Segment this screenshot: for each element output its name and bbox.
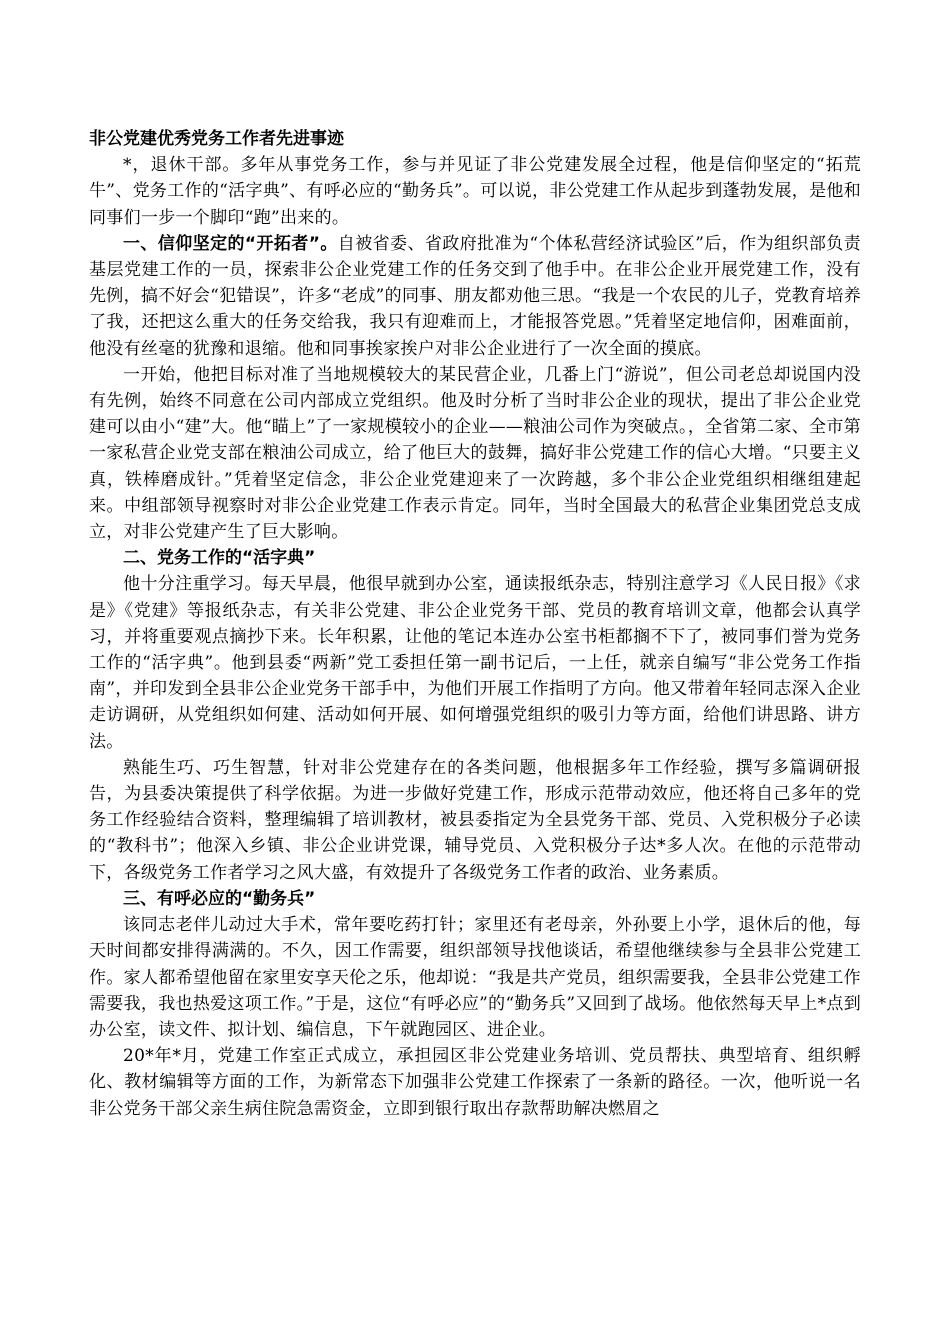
- section3-heading: 三、有呼必应的“勤务兵”: [123, 888, 316, 909]
- intro-paragraph: *，退休干部。多年从事党务工作，参与并见证了非公党建发展全过程，他是信仰坚定的“拓荒牛”、党务工作的“活字典”、有呼必应的“勤务兵”。可以说，非公党建工作从起步到蓬勃发展，是他和同事们一步一个脚印“跑”出来的。: [89, 155, 861, 228]
- section2-heading: 二、党务工作的“活字典”: [123, 548, 316, 569]
- document-title: 非公党建优秀党务工作者先进事迹: [89, 129, 344, 149]
- document-page: [89, 126, 861, 1122]
- section2-heading-line: [89, 545, 861, 571]
- section2-paragraph-2: 熟能生巧、巧生智慧，针对非公党建存在的各类问题，他根据多年工作经验，撰写多篇调研报告，为县委决策提供了科学依据。为进一步做好党建工作，形成示范带动效应，他还将自己多年的党务工作经验结合资料，整理编辑了培训教材，被县委指定为全县党务干部、党员、入党积极分子必读的“教科书”；他深入乡镇、非公企业讲党课，辅导党员、入党积极分子达*多人次。在他的示范带动下，各级党务工作者学习之风大盛，有效提升了各级党务工作者的政治、业务素质。: [89, 757, 861, 883]
- section3-paragraph-2: 20*年*月，党建工作室正式成立，承担园区非公党建业务培训、党员帮扶、典型培育、组织孵化、教材编辑等方面的工作，为新常态下加强非公党建工作探索了一条新的路径。一次，他听说一名非公党务干部父亲生病住院急需资金，立即到银行取出存款帮助解决燃眉之: [89, 1046, 861, 1119]
- section1-heading: 一、信仰坚定的“开拓者”。: [123, 233, 338, 254]
- section2-paragraph-1: 他十分注重学习。每天早晨，他很早就到办公室，通读报纸杂志，特别注意学习《人民日报》《求是》《党建》等报纸杂志，有关非公党建、非公企业党务干部、党员的教育培训文章，他都会认真学习，并将重要观点摘抄下来。长年积累，让他的笔记本连办公室书柜都搁不下了，被同事们誉为党务工作的“活字典”。他到县委“两新”党工委担任第一副书记后，一上任，就亲自编写“非公党务工作指南”，并印发到全县非公企业党务干部手中，为他们开展工作指明了方向。他又带着年轻同志深入企业走访调研，从党组织如何建、活动如何开展、如何增强党组织的吸引力等方面，给他们讲思路、讲方法。: [89, 574, 861, 752]
- section3-heading-line: [89, 886, 861, 912]
- section3-paragraph-1: 该同志老伴儿动过大手术，常年要吃药打针；家里还有老母亲，外孙要上小学，退休后的他，每天时间都安排得满满的。不久，因工作需要，组织部领导找他谈话，希望他继续参与全县非公党建工作。家人都希望他留在家里安享天伦之乐，他却说：“我是共产党员，组织需要我，全县非公党建工作需要我，我也热爱这项工作。”于是，这位“有呼必应”的“勤务兵”又回到了战场。他依然每天早上*点到办公室，读文件、拟计划、编信息，下午就跑园区、进企业。: [89, 915, 861, 1040]
- section1-paragraph-1: [89, 231, 861, 362]
- section1-p1-text: 自被省委、省政府批准为“个体私营经济试验区”后，作为组织部负责基层党建工作的一员，探索非公企业党建工作的任务交到了他手中。在非公企业开展党建工作，没有先例，搞不好会“犯错误”，许多“老成”的同事、朋友都劝他三思。“我是一个农民的儿子，党教育培养了我，还把这么重大的任务交给我，我只有迎难而上，才能报答党恩。”凭着坚定地信仰，困难面前，他没有丝毫的犹豫和退缩。他和同事挨家挨户对非公企业进行了一次全面的摸底。: [89, 233, 861, 359]
- section1-paragraph-2: 一开始，他把目标对准了当地规模较大的某民营企业，几番上门“游说”，但公司老总却说国内没有先例，始终不同意在公司内部成立党组织。他及时分析了当时非公企业的现状，提出了非公企业党建可以由小“建”大。他“瞄上”了一家规模较小的企业——粮油公司作为突破点。，全省第二家、全市第一家私营企业党支部在粮油公司成立，给了他巨大的鼓舞，搞好非公党建工作的信心大增。“只要主义真，铁棒磨成针。”凭着坚定信念，非公企业党建迎来了一次跨越，多个非公企业党组织相继组建起来。中组部领导视察时对非公企业党建工作表示肯定。同年，当时全国最大的私营企业集团党总支成立，对非公党建产生了巨大影响。: [89, 364, 861, 543]
